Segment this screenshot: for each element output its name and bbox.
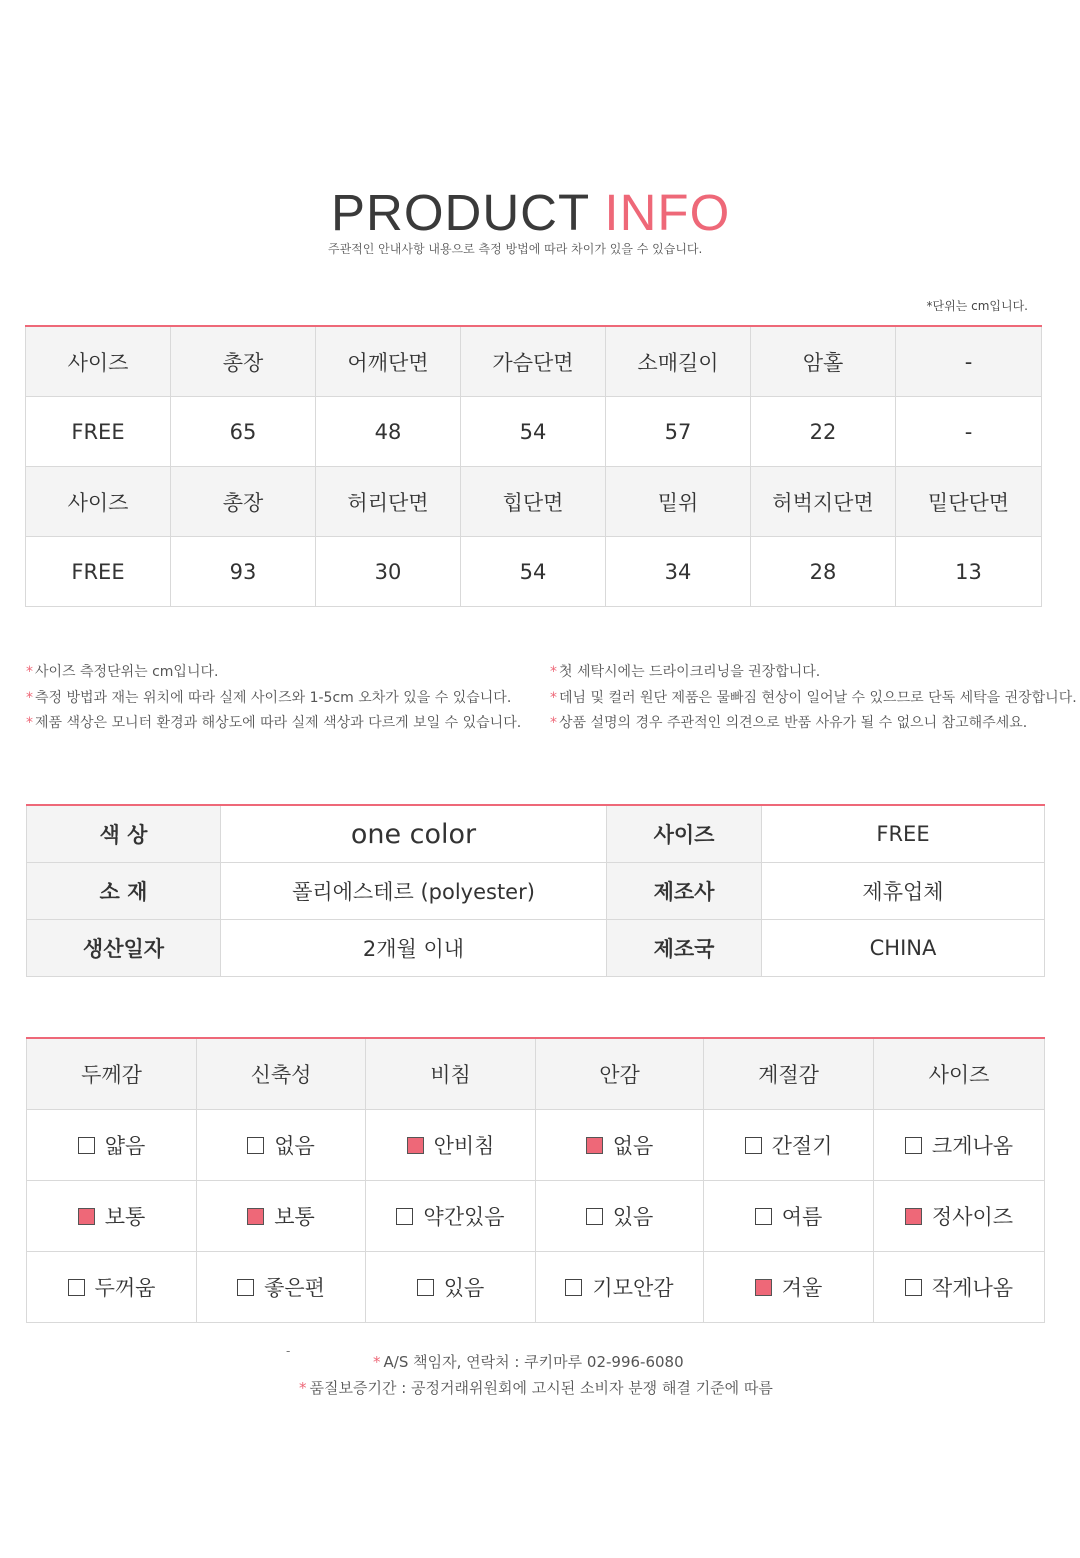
feel-option-label: 보통 — [274, 1205, 315, 1229]
checkbox-icon — [396, 1208, 413, 1225]
feel-option — [905, 1130, 1013, 1160]
checkbox-icon — [247, 1137, 264, 1154]
maker-label: 제조사 — [607, 863, 762, 920]
feel-option-cell — [27, 1252, 197, 1323]
feel-option-row — [27, 1110, 1045, 1181]
country-label: 제조국 — [607, 920, 762, 977]
checked-box-icon — [755, 1279, 772, 1296]
as-contact-line: * A/S 책임자, 연락처 : 쿠키마루 02-996-6080 — [373, 1353, 684, 1371]
checkbox-icon — [417, 1279, 434, 1296]
feel-option-cell — [27, 1110, 197, 1181]
date-value: 2개월 이내 — [221, 920, 607, 977]
country-value: CHINA — [762, 920, 1045, 977]
checkbox-icon — [905, 1137, 922, 1154]
size-cell: 암홀 — [751, 326, 896, 397]
warranty-line: * 품질보증기간 : 공정거래위원회에 고시된 소비자 분쟁 해결 기준에 따름 — [299, 1379, 773, 1397]
size-cell: 22 — [751, 397, 896, 467]
feel-option-cell — [536, 1110, 704, 1181]
size-cell: 밑위 — [606, 467, 751, 537]
feel-option-cell — [197, 1110, 366, 1181]
size-cell: 93 — [171, 537, 316, 607]
page-subtitle: 주관적인 안내사항 내용으로 측정 방법에 따라 차이가 있을 수 있습니다. — [328, 242, 703, 256]
feel-option — [247, 1130, 315, 1160]
note-item — [26, 686, 521, 712]
feel-option-cell — [704, 1110, 874, 1181]
feel-option — [565, 1272, 673, 1302]
note-bullet: * — [550, 689, 557, 706]
feel-header-cell: 비침 — [366, 1038, 536, 1110]
maker-value: 제휴업체 — [762, 863, 1045, 920]
feel-option-label: 간절기 — [771, 1134, 833, 1158]
size-header-row — [26, 326, 1042, 397]
note-bullet: * — [26, 715, 33, 731]
feel-option-cell — [704, 1181, 874, 1252]
feel-option — [247, 1201, 315, 1231]
feel-option-label: 크게나옴 — [931, 1134, 1014, 1158]
feel-option — [905, 1201, 1013, 1231]
feel-option-label: 얇음 — [104, 1134, 146, 1158]
feel-option — [586, 1130, 654, 1160]
note-bullet: * — [26, 689, 33, 706]
page-title: PRODUCT INFO — [331, 184, 731, 241]
checked-box-icon — [586, 1137, 603, 1154]
note-text: 측정 방법과 재는 위치에 따라 실제 사이즈와 1-5cm 오차가 있을 수 있습니다. — [35, 689, 512, 706]
feel-option-row — [27, 1252, 1045, 1323]
feel-header-cell: 안감 — [536, 1038, 704, 1110]
size-cell: 57 — [606, 397, 751, 467]
checked-box-icon — [247, 1208, 264, 1225]
feel-option-cell — [197, 1252, 366, 1323]
feel-option-label: 정사이즈 — [931, 1205, 1014, 1229]
checked-box-icon — [905, 1208, 922, 1225]
size-cell: 54 — [461, 397, 606, 467]
footer-dash: - — [286, 1344, 291, 1358]
note-item — [26, 660, 521, 686]
size-cell: 13 — [896, 537, 1042, 607]
feel-option-label: 두꺼움 — [94, 1276, 156, 1300]
feel-option-cell — [366, 1110, 536, 1181]
note-text: 제품 색상은 모니터 환경과 해상도에 따라 실제 색상과 다르게 보일 수 있습니다. — [35, 715, 522, 731]
feel-option — [396, 1201, 504, 1231]
feel-option — [755, 1272, 823, 1302]
material-value: 폴리에스테르 (polyester) — [221, 863, 607, 920]
feel-option-label: 보통 — [104, 1205, 146, 1229]
color-value: one color — [221, 805, 607, 863]
feel-option-label: 기모안감 — [592, 1276, 674, 1300]
size-label: 사이즈 — [607, 805, 762, 863]
feel-option-cell — [874, 1252, 1045, 1323]
feel-option — [586, 1201, 654, 1231]
checkbox-icon — [78, 1137, 95, 1154]
size-table — [25, 325, 1042, 607]
note-item — [26, 711, 521, 737]
size-cell: 어깨단면 — [316, 326, 461, 397]
feel-option-cell — [366, 1252, 536, 1323]
size-cell: FREE — [26, 537, 171, 607]
product-info-table — [26, 804, 1045, 977]
checked-box-icon — [407, 1137, 424, 1154]
feel-option-cell — [197, 1181, 366, 1252]
size-cell: 사이즈 — [26, 326, 171, 397]
feel-option-label: 있음 — [612, 1205, 654, 1229]
feel-header-cell: 사이즈 — [874, 1038, 1045, 1110]
feel-header-cell: 두께감 — [27, 1038, 197, 1110]
feel-option — [78, 1130, 146, 1160]
size-cell: - — [896, 397, 1042, 467]
feel-option-row — [27, 1181, 1045, 1252]
checkbox-icon — [565, 1279, 582, 1296]
feel-header-cell: 신축성 — [197, 1038, 366, 1110]
feel-option-label: 작게나옴 — [931, 1276, 1014, 1300]
material-label: 소 재 — [27, 863, 221, 920]
size-cell: 30 — [316, 537, 461, 607]
checkbox-icon — [586, 1208, 603, 1225]
note-bullet: * — [550, 715, 557, 731]
feel-option — [237, 1272, 325, 1302]
feel-option-cell — [874, 1181, 1045, 1252]
feel-option-cell — [536, 1181, 704, 1252]
note-text: 데님 및 컬러 원단 제품은 물빠짐 현상이 일어날 수 있으므로 단독 세탁을 권장합니다. — [559, 689, 1077, 706]
size-cell: 허벅지단면 — [751, 467, 896, 537]
size-cell: 34 — [606, 537, 751, 607]
color-label: 색 상 — [27, 805, 221, 863]
feel-option — [905, 1272, 1013, 1302]
size-value-row — [26, 537, 1042, 607]
feel-option-label: 여름 — [781, 1205, 823, 1229]
feel-option — [745, 1130, 833, 1160]
size-cell: 밑단단면 — [896, 467, 1042, 537]
notes-right — [550, 660, 1077, 737]
note-item — [550, 711, 1077, 737]
note-bullet: * — [26, 664, 33, 680]
note-item — [550, 660, 1077, 686]
checkbox-icon — [745, 1137, 762, 1154]
size-cell: 총장 — [171, 326, 316, 397]
fabric-feel-table — [26, 1037, 1045, 1323]
feel-header-row — [27, 1038, 1045, 1110]
feel-option-label: 안비침 — [433, 1134, 495, 1158]
feel-option-cell — [27, 1181, 197, 1252]
checkbox-icon — [755, 1208, 772, 1225]
size-cell: FREE — [26, 397, 171, 467]
size-cell: 허리단면 — [316, 467, 461, 537]
feel-option-label: 약간있음 — [423, 1205, 505, 1229]
unit-note: *단위는 cm입니다. — [926, 299, 1028, 313]
size-cell: 65 — [171, 397, 316, 467]
size-cell: 힙단면 — [461, 467, 606, 537]
feel-option — [407, 1130, 495, 1160]
date-label: 생산일자 — [27, 920, 221, 977]
size-cell: 총장 — [171, 467, 316, 537]
feel-option-label: 없음 — [612, 1134, 654, 1158]
size-cell: 54 — [461, 537, 606, 607]
checkbox-icon — [905, 1279, 922, 1296]
feel-option-cell — [874, 1110, 1045, 1181]
feel-option-cell — [366, 1181, 536, 1252]
feel-option — [68, 1272, 156, 1302]
checkbox-icon — [237, 1279, 254, 1296]
feel-option-label: 없음 — [274, 1134, 315, 1158]
feel-option-label: 좋은편 — [264, 1276, 325, 1300]
notes-left — [26, 660, 521, 737]
note-bullet: * — [550, 664, 557, 680]
feel-option-label: 겨울 — [781, 1276, 823, 1300]
size-cell: 가슴단면 — [461, 326, 606, 397]
size-cell: 소매길이 — [606, 326, 751, 397]
feel-option-label: 있음 — [443, 1276, 485, 1300]
size-cell: 사이즈 — [26, 467, 171, 537]
size-value-row — [26, 397, 1042, 467]
note-text: 첫 세탁시에는 드라이크리닝을 권장합니다. — [559, 664, 821, 680]
size-cell: 28 — [751, 537, 896, 607]
note-item — [550, 686, 1077, 712]
feel-option — [755, 1201, 823, 1231]
note-text: 사이즈 측정단위는 cm입니다. — [35, 664, 219, 680]
size-value: FREE — [762, 805, 1045, 863]
title-accent: INFO — [604, 184, 731, 241]
size-cell: 48 — [316, 397, 461, 467]
checkbox-icon — [68, 1279, 85, 1296]
feel-header-cell: 계절감 — [704, 1038, 874, 1110]
size-header-row — [26, 467, 1042, 537]
feel-option-cell — [704, 1252, 874, 1323]
note-text: 상품 설명의 경우 주관적인 의견으로 반품 사유가 될 수 없으니 참고해주세요. — [559, 715, 1028, 731]
feel-option-cell — [536, 1252, 704, 1323]
checked-box-icon — [78, 1208, 95, 1225]
feel-option — [417, 1272, 485, 1302]
size-cell: - — [896, 326, 1042, 397]
feel-option — [78, 1201, 146, 1231]
